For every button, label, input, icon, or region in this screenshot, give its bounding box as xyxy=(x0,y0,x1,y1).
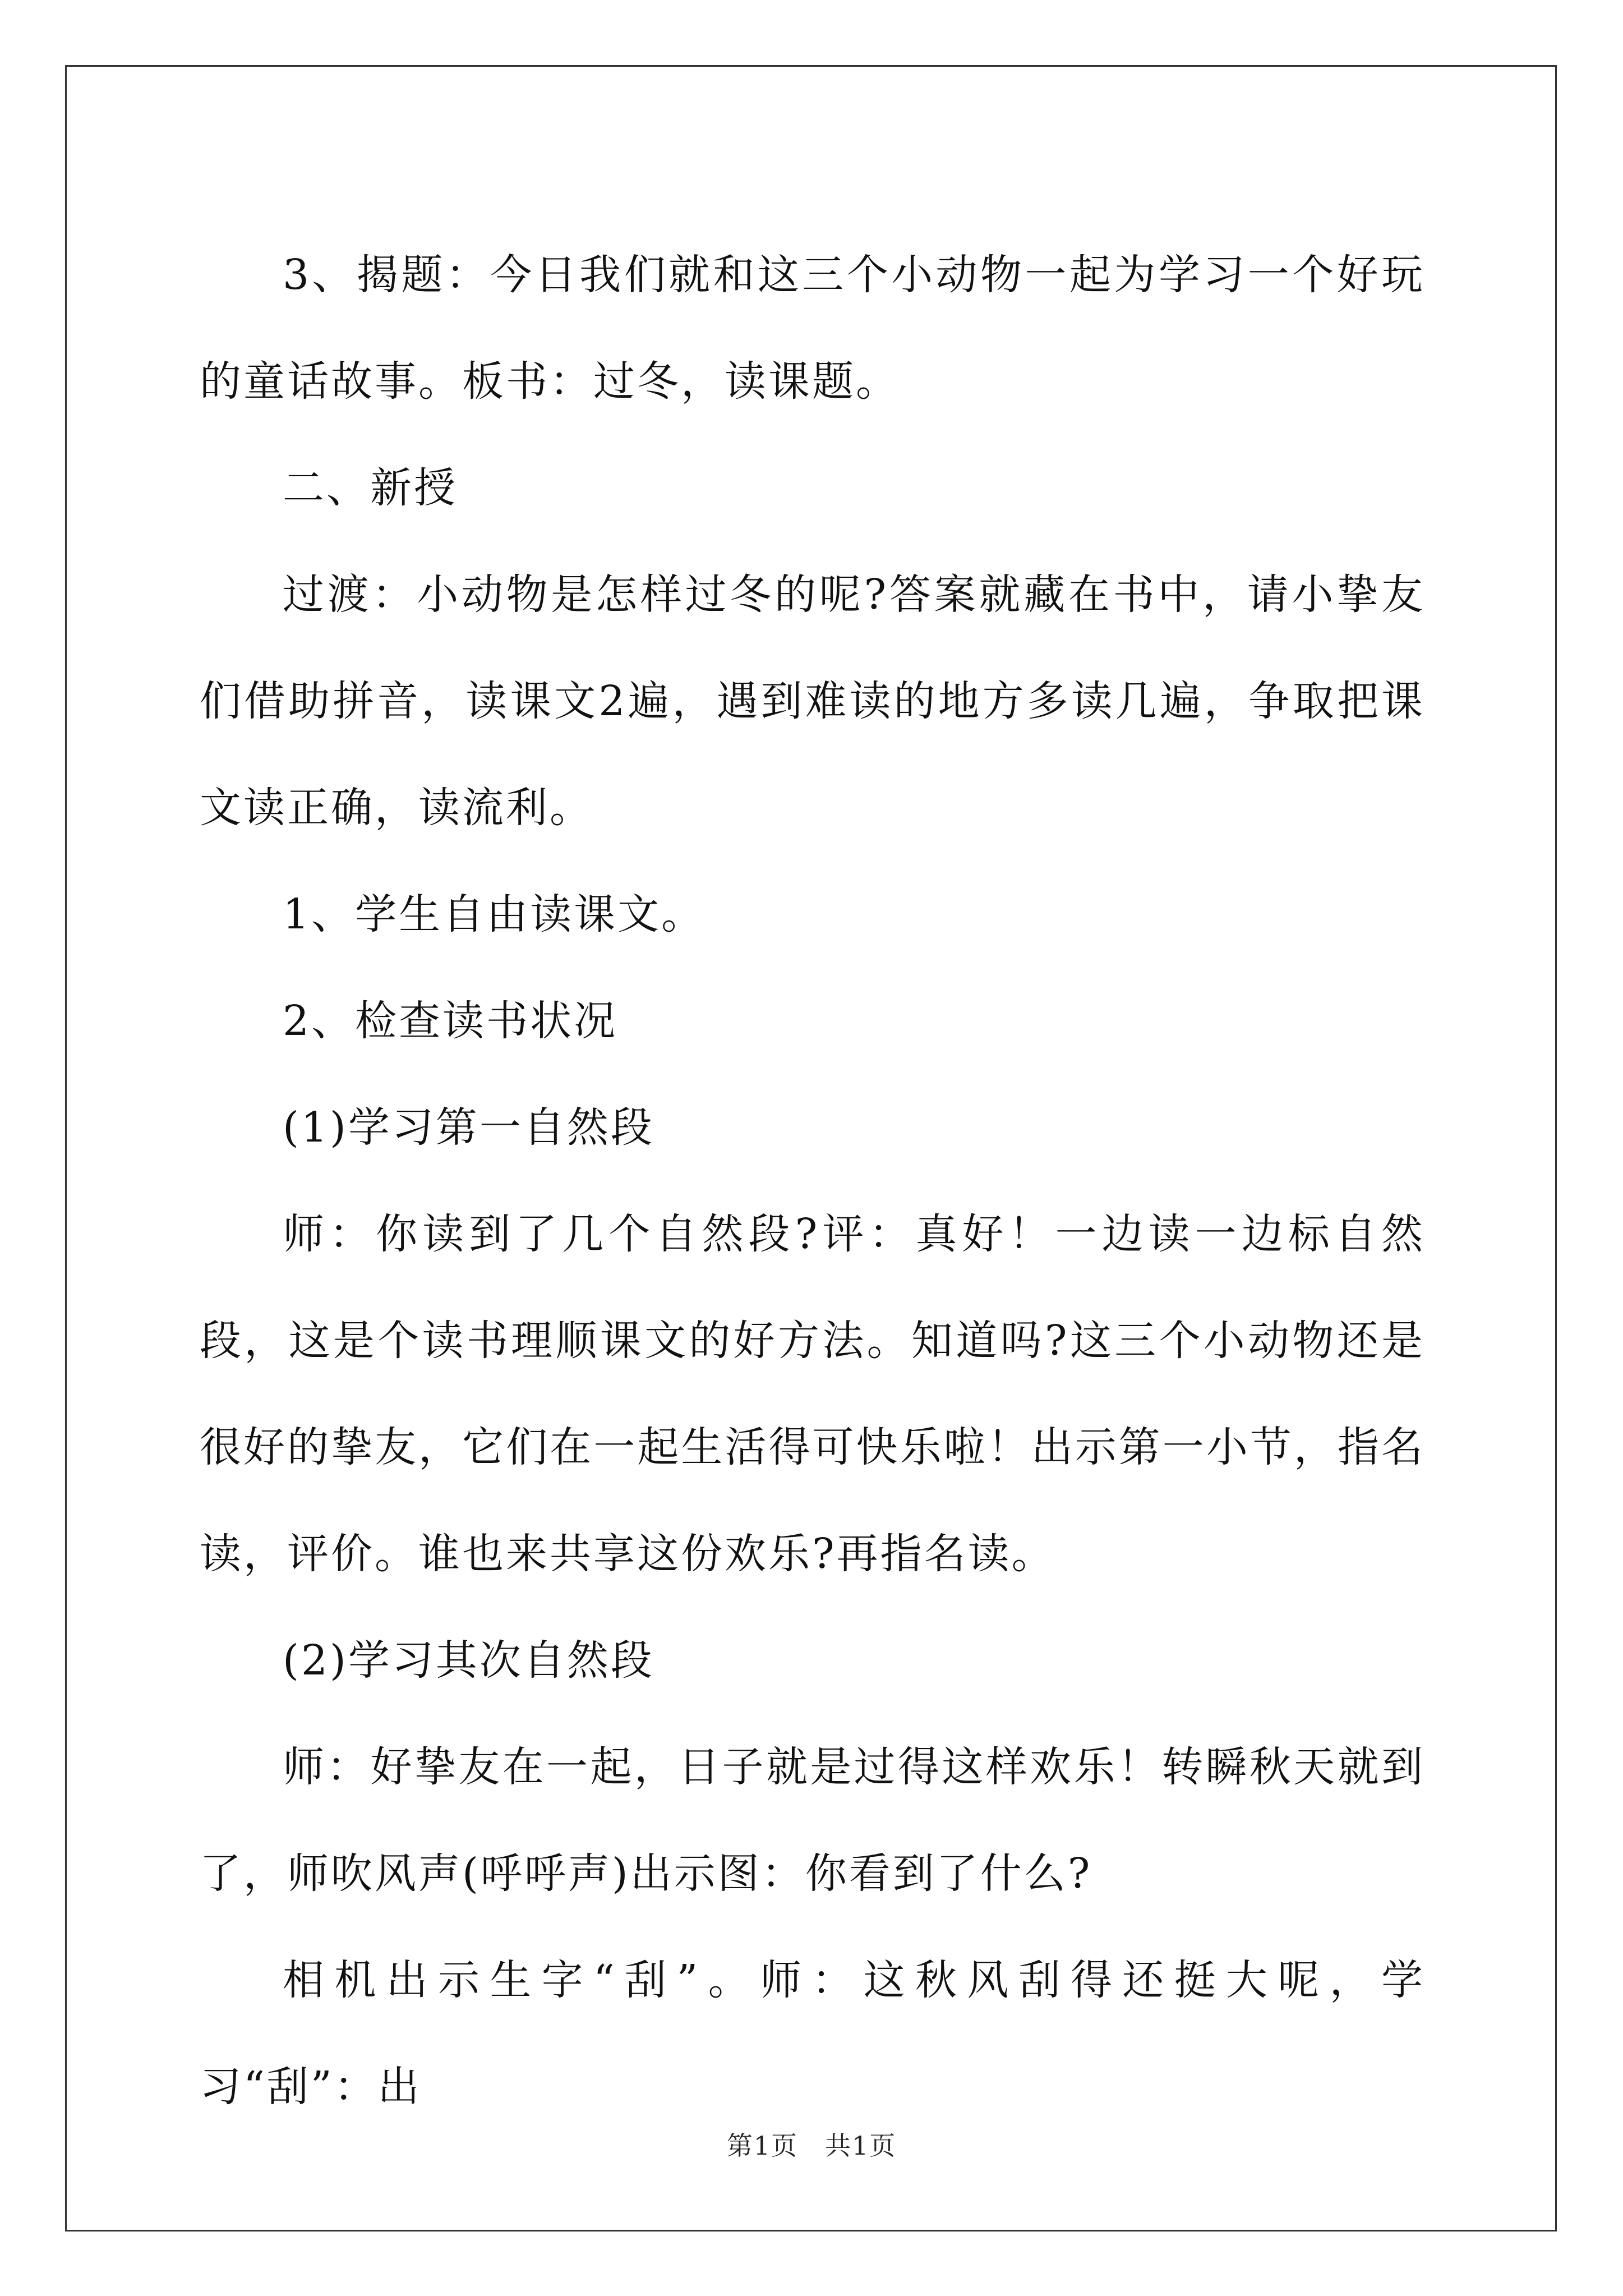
paragraph-transition: 过渡：小动物是怎样过冬的呢?答案就藏在书中，请小挚友们借助拼音，读课文2遍，遇到难读的地方多读几遍，争取把课文读正确，读流利。 xyxy=(200,570,1425,832)
subheading-second-paragraph: (2)学习其次自然段 xyxy=(283,1636,654,1685)
document-body xyxy=(200,222,1425,2140)
paragraph-teacher-first: 师：你读到了几个自然段?评：真好！一边读一边标自然段，这是个读书理顺课文的好方法。知道吗?这三个小动物还是很好的挚友，它们在一起生活得可快乐啦！出示第一小节，指名读，评价。谁也来共享这份欢乐?再指名读。 xyxy=(200,1210,1425,1578)
list-item-check-reading: 2、检查读书状况 xyxy=(283,997,618,1045)
page-footer: 第1页 共1页 xyxy=(726,2131,897,2161)
section-heading-new-lesson: 二、新授 xyxy=(283,464,458,512)
subheading-first-paragraph: (1)学习第一自然段 xyxy=(283,1103,654,1152)
paragraph-reveal-title: 3、揭题：今日我们就和这三个小动物一起为学习一个好玩的童话故事。板书：过冬，读课题。 xyxy=(200,251,1425,406)
list-item-free-reading: 1、学生自由读课文。 xyxy=(283,890,706,938)
paragraph-teacher-second: 师：好挚友在一起，日子就是过得这样欢乐！转瞬秋天就到了，师吹风声(呼呼声)出示图：你看到了什么? xyxy=(200,1743,1425,1898)
paragraph-new-character: 相机出示生字“刮”。师：这秋风刮得还挺大呢，学习“刮”：出 xyxy=(200,1956,1425,2111)
